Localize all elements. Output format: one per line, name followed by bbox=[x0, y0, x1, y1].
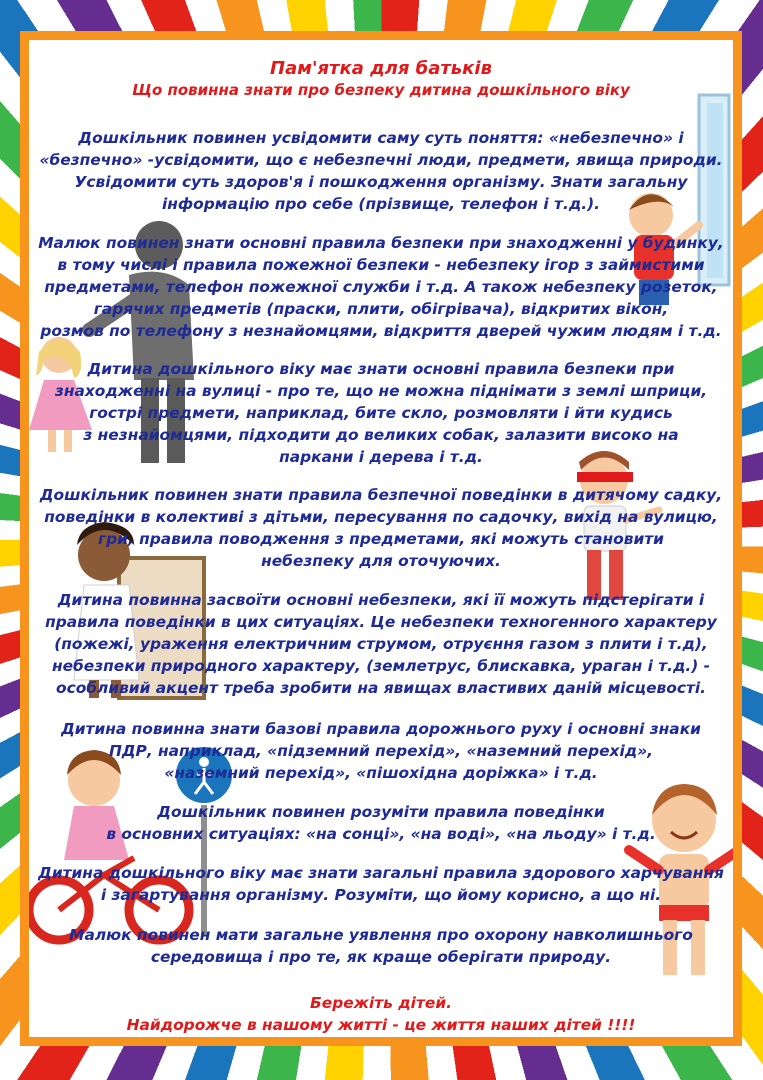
paragraph-line: розмов по телефону з незнайомцями, відкриття дверей чужим людям і т.д. bbox=[40, 322, 722, 340]
paragraph-kindergarten-safety bbox=[29, 484, 733, 572]
paragraph-line: (пожежі, ураження електричним струмом, отруєння газом з плити і т.д), bbox=[54, 635, 708, 653]
paragraph-line: Малюк повинен знати основні правила безпеки при знаходженні у будинку, bbox=[38, 234, 724, 252]
paragraph-line: Дитина повинна знати базові правила дорожнього руху і основні знаки bbox=[61, 720, 701, 738]
paragraph-line: небезпеки природного характеру, (землетрус, блискавка, ураган і т.д.) - bbox=[51, 657, 711, 675]
paragraph-line: в основних ситуаціях: «на сонці», «на воді», «на льоду» і т.д. bbox=[106, 825, 656, 843]
paragraph-line: предметами, телефон пожежної служби і т.д. А також небезпеку розеток, bbox=[44, 278, 718, 296]
paragraph-line: поведінки в колективі з дітьми, пересування по садочку, вихід на вулицю, bbox=[44, 508, 718, 526]
paragraph-line: «безпечно» -усвідомити, що є небезпечні люди, предмети, явища природи. bbox=[39, 151, 723, 169]
footer-line: Найдорожче в нашому житті - це життя наших дітей !!!! bbox=[126, 1016, 636, 1034]
paragraph-line: гострі предмети, наприклад, бите скло, розмовляти і йти кудись bbox=[89, 404, 673, 422]
paragraph-line: правила поведінки в цих ситуаціях. Це небезпеки техногенного характеру bbox=[45, 613, 717, 631]
paragraph-line: Дитина дошкільного віку має знати загальні правила здорового харчування bbox=[38, 864, 724, 882]
paragraph-safety-concept bbox=[29, 127, 733, 215]
memo-content bbox=[29, 40, 733, 1037]
paragraph-line: і загартування організму. Розуміти, що йому корисно, а що ні. bbox=[100, 886, 662, 904]
paragraph-line: Малюк повинен мати загальне уявлення про охорону навколишнього bbox=[69, 926, 693, 944]
paragraph-line: з незнайомцями, підходити до великих собак, залазити високо на bbox=[83, 426, 679, 444]
paragraph-line: Дитина дошкільного віку має знати основні правила безпеки при bbox=[87, 360, 675, 378]
paragraph-line: Дошкільник повинен усвідомити саму суть поняття: «небезпечно» і bbox=[78, 129, 684, 147]
memo-footer bbox=[29, 992, 733, 1036]
paragraph-line: «наземний перехід», «пішохідна доріжка» і т.д. bbox=[164, 764, 598, 782]
paragraph-main-dangers bbox=[29, 589, 733, 699]
paragraph-line: середовища і про те, як краще оберігати природу. bbox=[150, 948, 612, 966]
paragraph-line: небезпеку для оточуючих. bbox=[261, 552, 501, 570]
paragraph-traffic-rules bbox=[29, 718, 733, 784]
paragraph-line: гри, правила поводження з предметами, які можуть становити bbox=[98, 530, 664, 548]
memo-title: Пам'ятка для батьків bbox=[270, 58, 492, 79]
memo-subtitle: Що повинна знати про безпеку дитина дошкільного віку bbox=[132, 81, 630, 99]
footer-line: Бережіть дітей. bbox=[310, 994, 452, 1012]
paragraph-environment bbox=[29, 924, 733, 968]
paragraph-home-safety bbox=[29, 232, 733, 342]
paragraph-line: Дошкільник повинен знати правила безпечної поведінки в дитячому садку, bbox=[39, 486, 723, 504]
poster-frame bbox=[20, 31, 742, 1046]
paragraph-line: Дошкільник повинен розуміти правила поведінки bbox=[157, 803, 605, 821]
paragraph-street-safety bbox=[29, 358, 733, 468]
paragraph-line: Усвідомити суть здоров'я і пошкодження організму. Знати загальну bbox=[74, 173, 688, 191]
paragraph-line: гарячих предметів (праски, плити, обігрівача), відкритих вікон, bbox=[93, 300, 669, 318]
paragraph-line: ПДР, наприклад, «підземний перехід», «наземний перехід», bbox=[108, 742, 654, 760]
paragraph-line: паркани і дерева і т.д. bbox=[279, 448, 483, 466]
paragraph-situations bbox=[29, 801, 733, 845]
paragraph-line: Дитина повинна засвоїти основні небезпеки, які її можуть підстерігати і bbox=[57, 591, 705, 609]
paragraph-line: знаходженні на вулиці - про те, що не можна піднімати з землі шприци, bbox=[54, 382, 708, 400]
paragraph-line: особливий акцент треба зробити на явищах властивих даній місцевості. bbox=[56, 679, 706, 697]
paragraph-healthy-eating bbox=[29, 862, 733, 906]
paragraph-line: в тому числі і правила пожежної безпеки - небезпеку ігор з займистими bbox=[57, 256, 705, 274]
paragraph-line: інформацію про себе (прізвище, телефон і т.д.). bbox=[162, 195, 600, 213]
